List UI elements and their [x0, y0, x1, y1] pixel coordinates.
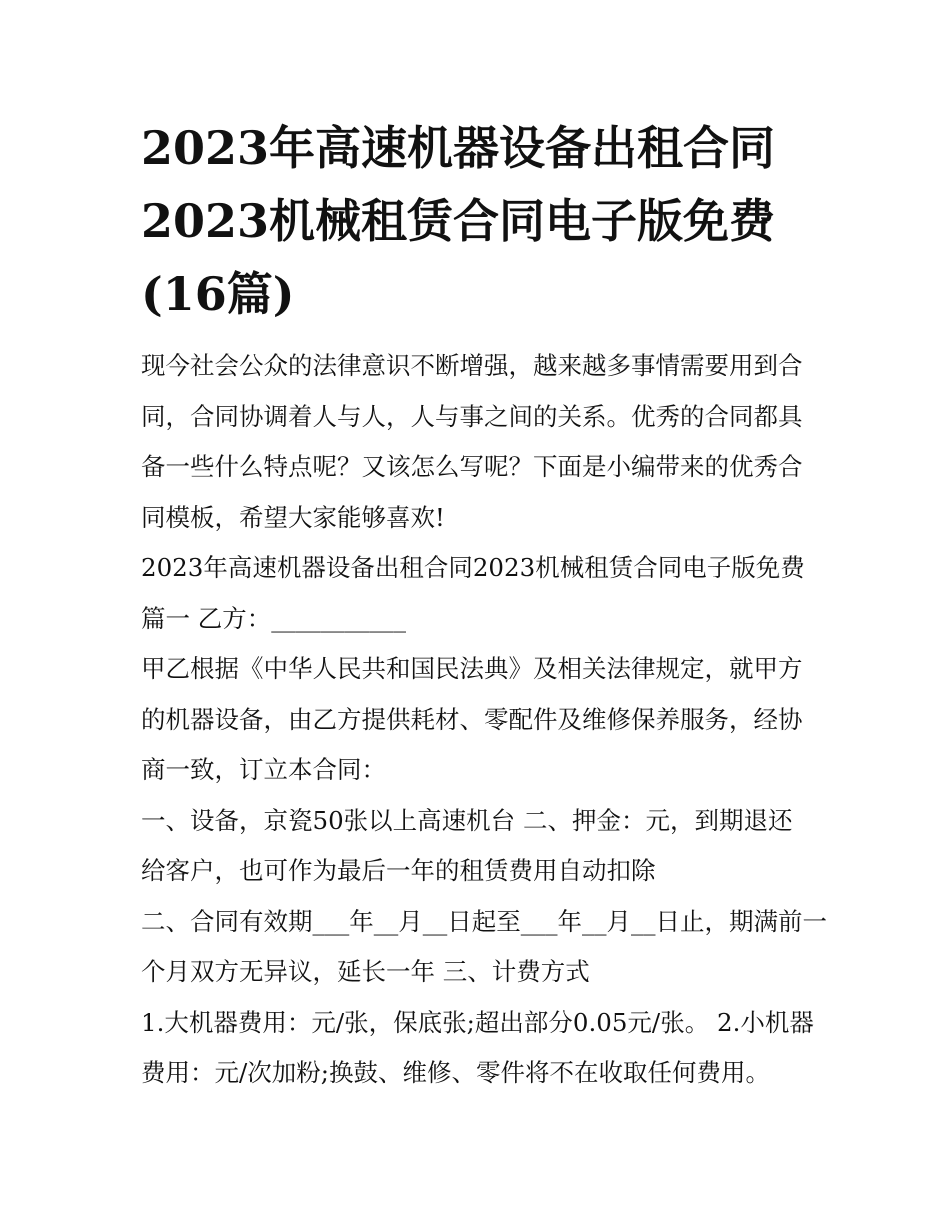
text-line: 篇一 乙方：___________ [141, 603, 407, 633]
text-line: 费用：元/次加粉;换鼓、维修、零件将不在收取任何费用。 [141, 1058, 771, 1087]
document-page [141, 112, 827, 1099]
text-line: 的机器设备，由乙方提供耗材、零配件及维修保养服务，经协 [141, 704, 803, 734]
validity-period-paragraph [141, 897, 827, 998]
text-line: 1.大机器费用：元/张，保底张;超出部分0.05元/张。 2.小机器 [141, 1007, 814, 1037]
text-line: 现今社会公众的法律意识不断增强，越来越多事情需要用到合 [141, 351, 803, 380]
document-title [141, 112, 813, 331]
text-line: 同，合同协调着人与人，人与事之间的关系。优秀的合同都具 [141, 401, 803, 431]
title-line: (16篇) [141, 267, 295, 321]
text-line: 2023年高速机器设备出租合同2023机械租赁合同电子版免费 [141, 553, 805, 582]
section-heading-paragraph [141, 543, 813, 644]
title-line: 2023机械租赁合同电子版免费 [141, 194, 776, 248]
title-line: 2023年高速机器设备出租合同 [141, 121, 776, 175]
text-line: 商一致，订立本合同： [141, 755, 386, 784]
contract-preamble-paragraph [141, 644, 813, 796]
text-line: 个月双方无异议，延长一年 三、计费方式 [141, 957, 590, 986]
text-line: 备一些什么特点呢？又该怎么写呢？下面是小编带来的优秀合 [141, 452, 803, 481]
text-line: 给客户，也可作为最后一年的租赁费用自动扣除 [141, 856, 656, 885]
intro-paragraph [141, 341, 813, 543]
billing-paragraph [141, 998, 813, 1099]
text-line: 同模板，希望大家能够喜欢! [141, 502, 445, 532]
text-line: 甲乙根据《中华人民共和国民法典》及相关法律规定，就甲方 [141, 654, 803, 683]
equipment-deposit-paragraph [141, 796, 813, 897]
text-line: 二、合同有效期___年__月__日起至___年__月__日止，期满前一 [141, 906, 827, 936]
text-line: 一、设备，京瓷50张以上高速机台 二、押金：元，到期退还 [141, 805, 793, 835]
